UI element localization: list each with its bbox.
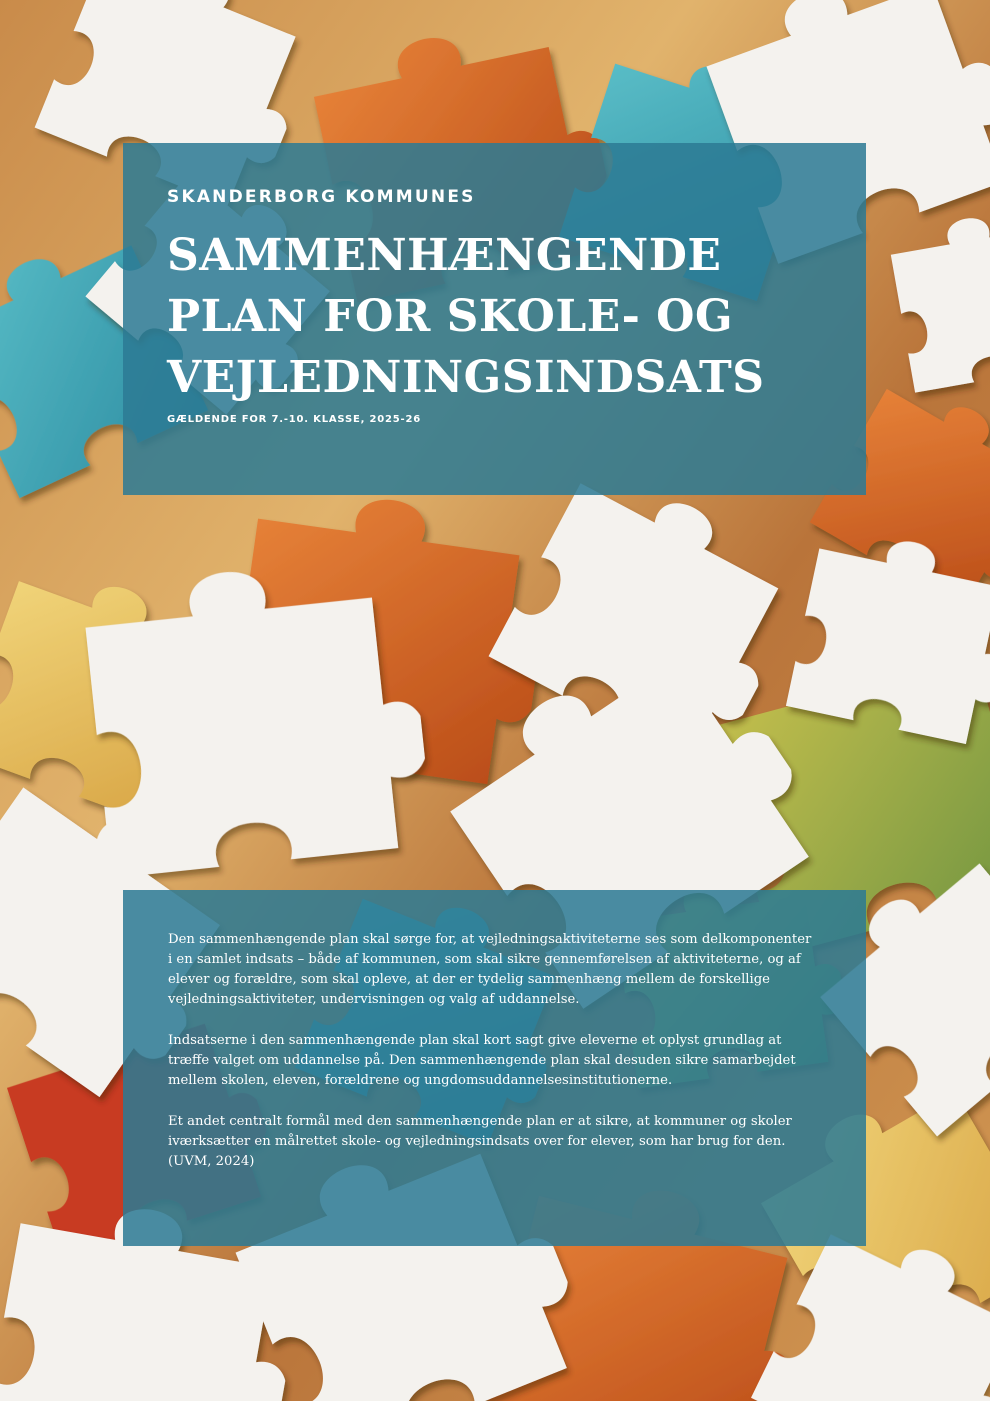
intro-paragraph: Et andet centralt formål med den sammenhængende plan er at sikre, at kommuner og skoler iværksætter en målrettet skole- og vejledningsindsats over for elever, som har brug for den. (UVM, 2024) — [168, 1114, 792, 1169]
title-line: SAMMENHÆNGENDE — [167, 230, 722, 281]
title-line: PLAN FOR SKOLE- OG — [167, 291, 734, 342]
title-panel — [123, 143, 866, 495]
intro-panel — [123, 890, 866, 1246]
document-title — [167, 225, 866, 408]
intro-paragraph: Den sammenhængende plan skal sørge for, at vejledningsaktiviteterne ses som delkomponenter i en samlet indsats – både af kommunen, som skal sikre gennemførelsen af aktiviteterne, og af elever og forældre, som skal opleve, at der er tydelig sammenhæng mellem de forskellige vejledningsaktiviteter, undervisningen og valg af uddannelse. — [168, 932, 812, 1007]
publisher-kicker: SKANDERBORG KOMMUNES — [167, 187, 476, 207]
intro-paragraph: Indsatserne i den sammenhængende plan skal kort sagt give eleverne et oplyst grundlag at træffe valget om uddannelse på. Den sammenhængende plan skal desuden sikre samarbejdet mellem skolen, eleven, forældrene og ungdomsuddannelsesinstitutionerne. — [168, 1033, 796, 1088]
title-line: VEJLEDNINGSINDSATS — [167, 352, 765, 403]
document-subtitle: GÆLDENDE FOR 7.-10. KLASSE, 2025-26 — [167, 414, 421, 425]
